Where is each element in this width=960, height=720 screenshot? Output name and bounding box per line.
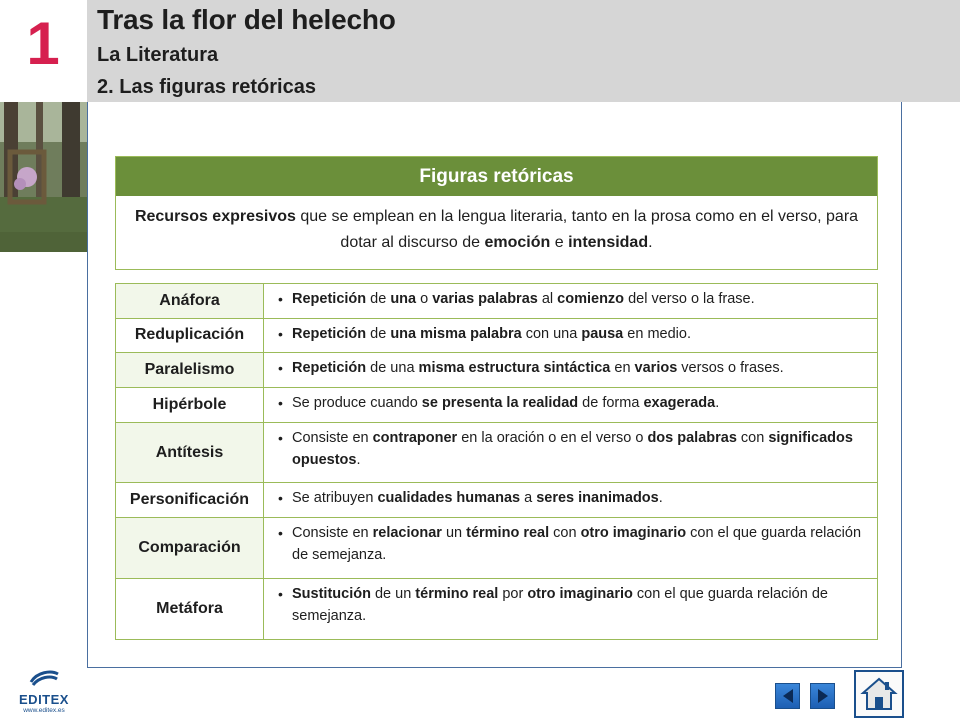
figure-description [264,318,878,353]
definition-text [116,196,877,256]
emphasis-text: una [390,291,417,307]
definition-heading: Figuras retóricas [116,157,877,196]
emphasis-text: otro imaginario [580,525,687,542]
forest-photo [0,102,87,252]
text-run: con [549,525,581,542]
emphasis-text: contraponer [372,429,458,446]
text-run: de una [366,360,419,377]
emphasis-text: Repetición [292,360,367,377]
figure-description [264,518,878,579]
emphasis-text: dos palabras [647,429,737,446]
figure-description [264,483,878,518]
figure-description [264,353,878,388]
figure-row [116,579,878,640]
next-button[interactable] [810,683,835,709]
emphasis-text: intensidad [568,234,649,251]
text-run: al [537,291,558,307]
section-title: 2. Las figuras retóricas [97,76,316,98]
text-run: . [648,234,653,251]
text-run: por [498,586,528,603]
figures-table [115,283,878,640]
figure-row [116,483,878,518]
text-run: . [356,451,361,468]
text-run: Se produce cuando [292,394,422,411]
emphasis-text: varias palabras [432,291,538,307]
emphasis-text: relacionar [372,525,442,542]
chapter-number: 1 [26,10,60,77]
figure-description [264,284,878,319]
figure-name: Antítesis [116,422,264,483]
home-icon [860,676,898,712]
figure-row [116,518,878,579]
text-run: en [610,360,635,377]
text-run: Consiste en [292,525,373,542]
emphasis-text: varios [634,360,678,377]
triangle-right-icon [816,688,830,704]
text-run: que se emplean en la lengua literaria, tanto en la prosa como en el verso, para dotar al discurso de [295,208,859,251]
emphasis-text: exagerada [643,394,716,411]
figure-row [116,422,878,483]
emphasis-text: seres inanimados [536,490,659,507]
text-run: del verso o la frase. [624,291,755,307]
text-run: de un [370,586,416,603]
emphasis-text: pausa [581,325,624,342]
previous-button[interactable] [775,683,800,709]
text-run: Consiste en [292,429,373,446]
emphasis-text: significados opuestos [292,429,853,468]
text-run: versos o frases. [677,360,784,377]
figure-name: Reduplicación [116,318,264,353]
figure-row [116,387,878,422]
text-run: en medio. [623,325,691,342]
emphasis-text: emoción [484,234,551,251]
page-subtitle: La Literatura [97,44,219,66]
text-run: con el que guarda relación de semejanza. [292,525,862,564]
home-button[interactable] [854,670,904,718]
editex-logo-icon [27,668,61,686]
text-run: . [715,394,720,411]
emphasis-text: término real [466,525,550,542]
figure-row [116,353,878,388]
emphasis-text: comienzo [557,291,625,307]
emphasis-text: cualidades humanas [377,490,521,507]
definition-box [115,156,878,270]
text-run: o [416,291,433,307]
text-run: con el que guarda relación de semejanza. [292,586,828,625]
emphasis-text: otro imaginario [527,586,633,603]
text-run: de [366,291,391,307]
emphasis-text: Repetición [292,325,367,342]
text-run: de [366,325,391,342]
page-title: Tras la flor del helecho [97,4,396,35]
figure-description [264,579,878,640]
triangle-left-icon [781,688,795,704]
figure-row [116,318,878,353]
figure-name: Metáfora [116,579,264,640]
editex-logo[interactable] [14,668,74,716]
figure-description [264,422,878,483]
text-run: en la oración o en el verso o [457,429,648,446]
figure-description [264,387,878,422]
emphasis-text: Repetición [292,291,367,307]
text-run: Se atribuyen [292,490,378,507]
text-run: e [550,234,569,251]
figure-name: Paralelismo [116,353,264,388]
text-run: . [658,490,663,507]
emphasis-text: una misma palabra [390,325,522,342]
figure-name: Anáfora [116,284,264,319]
figure-name: Comparación [116,518,264,579]
editex-wordmark: EDITEX [19,692,69,707]
emphasis-text: se presenta la realidad [421,394,579,411]
figure-row [116,284,878,319]
emphasis-text: término real [415,586,499,603]
text-run: de forma [578,394,644,411]
text-run: a [520,490,537,507]
figure-name: Hipérbole [116,387,264,422]
emphasis-text: Sustitución [292,586,371,603]
editex-url: www.editex.es [23,707,65,714]
emphasis-text: misma estructura sintáctica [418,360,611,377]
text-run: un [441,525,467,542]
text-run: con una [521,325,582,342]
emphasis-text: Recursos expresivos [134,208,296,225]
figure-name: Personificación [116,483,264,518]
text-run: con [736,429,769,446]
